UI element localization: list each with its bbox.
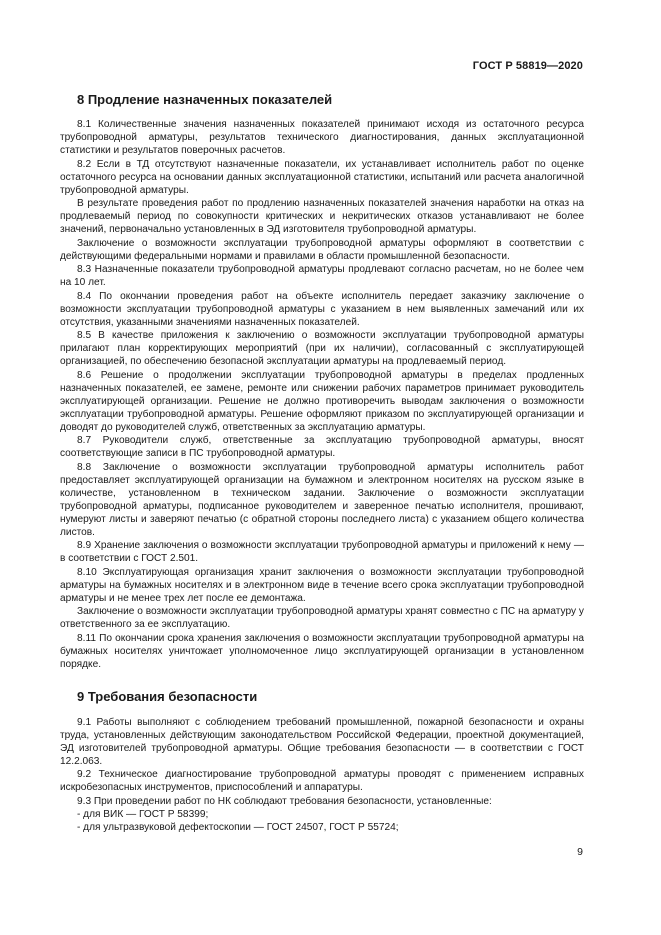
page-content — [60, 92, 584, 834]
paragraph-8-6: 8.6 Решение о продолжении эксплуатации трубопроводной арматуры в пределах продленных назначенных показателей, ее замене, ремонте или снижении рабочих параметров принимает руководитель эксплуатирующей организации. Решение не должно противоречить выводам заключения о возможности эксплуатации трубопроводной арматуры. Решение оформляют приказом по эксплуатирующей организации и доводят до руководителей служб, ответственных за эксплуатацию арматуры. — [60, 369, 584, 433]
paragraph-8-5: 8.5 В качестве приложения к заключению о возможности эксплуатации трубопроводной арматуры прилагают план корректирующих мероприятий (при их наличии), согласованный с эксплуатирующей организацией, по обеспечению безопасной эксплуатации арматуры на продлеваемый период. — [60, 330, 584, 367]
paragraph-8-2: 8.2 Если в ТД отсутствуют назначенные показатели, их устанавливает исполнитель работ по оценке остаточного ресурса на основании данных эксплуатационной статистики, испытаний или расчета аналогичной трубопроводной арматуры. — [60, 158, 584, 196]
page-number: 9 — [577, 846, 583, 858]
paragraph-8-4: 8.4 По окончании проведения работ на объекте исполнитель передает заказчику заключение о возможности эксплуатации трубопроводной арматуры с указанием в нем выявленных замечаний или их отсутствия, указанными значениями назначенных показателей. — [60, 290, 584, 328]
list-item-vik: - для ВИК — ГОСТ Р 58399; — [77, 809, 209, 820]
paragraph-8-3: 8.3 Назначенные показатели трубопроводной арматуры продлевают согласно расчетам, но не более чем на 10 лет. — [60, 264, 584, 288]
paragraph-8-7: 8.7 Руководители служб, ответственные за эксплуатацию трубопроводной арматуры, вносят соответствующие записи в ПС трубопроводной арматуры. — [60, 435, 584, 459]
paragraph-8-10: 8.10 Эксплуатирующая организация хранит заключения о возможности эксплуатации трубопроводной арматуры на бумажных носителях и в электронном виде в течение всего срока эксплуатации трубопроводной арматуры и не менее трех лет после ее демонтажа. — [60, 566, 584, 604]
paragraph-8-1: 8.1 Количественные значения назначенных показателей принимают исходя из остаточного ресурса трубопроводной арматуры, результатов технического диагностирования, данных эксплуатационной статистики и результатов поверочных расчетов. — [60, 119, 584, 156]
paragraph-8-2-continued: В результате проведения работ по продлению назначенных показателей значения наработки на отказ на продлеваемый период по совокупности критических и некритических отказов устанавливают не более значений, первоначально установленных в ЭД изготовителя трубопроводной арматуры. — [60, 198, 584, 235]
paragraph-8-11: 8.11 По окончании срока хранения заключения о возможности эксплуатации трубопроводной арматуры на бумажных носителях уничтожает уполномоченное лицо эксплуатирующей организации в установленном порядке. — [60, 632, 584, 670]
paragraph-8-10-continued: Заключение о возможности эксплуатации трубопроводной арматуры хранят совместно с ПС на арматуру у ответственного за ее эксплуатацию. — [60, 606, 584, 630]
section-9-title: 9 Требования безопасности — [77, 688, 258, 704]
paragraph-9-1: 9.1 Работы выполняют с соблюдением требований промышленной, пожарной безопасности и охраны труда, установленных действующим законодательством Российской Федерации, проектной документацией, ЭД изготовителей трубопроводной арматуры. Общие требования безопасности — в соответствии с ГОСТ 12.2.063. — [60, 716, 584, 767]
paragraph-9-3: 9.3 При проведении работ по НК соблюдают требования безопасности, установленные: — [77, 795, 492, 807]
list-item-ultrasonic: - для ультразвуковой дефектоскопии — ГОСТ 24507, ГОСТ Р 55724; — [77, 822, 399, 833]
paragraph-8-9: 8.9 Хранение заключения о возможности эксплуатации трубопроводной арматуры и приложений к нему — в соответствии с ГОСТ 2.501. — [60, 540, 584, 564]
standard-designation: ГОСТ Р 58819—2020 — [472, 60, 583, 72]
paragraph-8-2-conclusion: Заключение о возможности эксплуатации трубопроводной арматуры оформляют в соответствии с действующими федеральными нормами и правилами в области промышленной безопасности. — [60, 237, 584, 262]
paragraph-9-2: 9.2 Техническое диагностирование трубопроводной арматуры проводят с применением исправных искробезопасных инструментов, приспособлений и аппаратуры. — [60, 769, 584, 793]
section-8-title: 8 Продление назначенных показателей — [77, 92, 333, 107]
paragraph-8-8: 8.8 Заключение о возможности эксплуатации трубопроводной арматуры исполнитель работ предоставляет эксплуатирующей организации на бумажном и электронном носителях на русском языке в количестве, установленном в техническом задании. Заключение о возможности эксплуатации трубопроводной арматуры, подписанное руководителем и заверенное печатью исполнителя, прошивают, нумеруют листы и заверяют печатью (с обратной стороны последнего листа) с указанием общего количества листов. — [60, 461, 584, 538]
